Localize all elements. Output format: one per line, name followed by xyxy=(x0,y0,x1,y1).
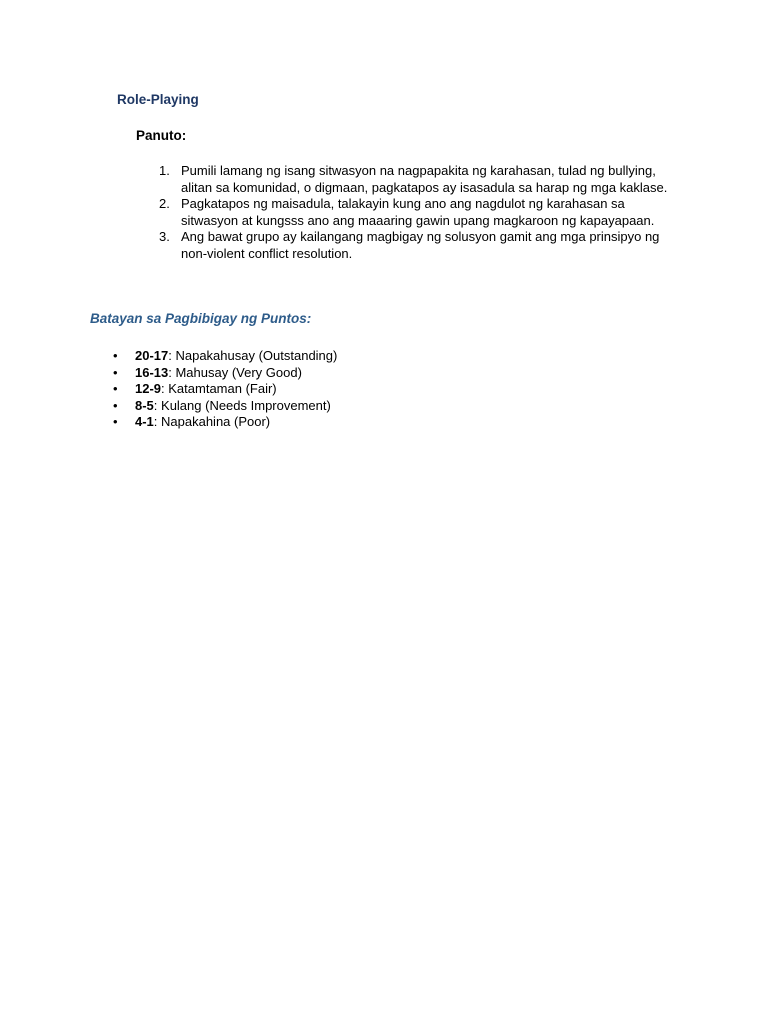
instruction-item xyxy=(155,229,685,262)
bullet-icon: • xyxy=(113,364,118,380)
instructions-heading: Panuto: xyxy=(136,128,187,143)
instruction-number: 1. xyxy=(159,163,170,178)
scoring-heading: Batayan sa Pagbibigay ng Puntos: xyxy=(90,311,312,326)
scoring-item xyxy=(110,348,337,365)
scoring-list xyxy=(110,348,337,431)
scoring-item xyxy=(110,414,337,431)
scoring-item xyxy=(110,398,337,415)
bullet-icon: • xyxy=(113,348,118,363)
document-title: Role-Playing xyxy=(117,92,199,107)
instruction-number: 3. xyxy=(159,229,170,244)
instruction-number: 2. xyxy=(159,196,170,211)
bullet-icon: • xyxy=(113,414,118,429)
scoring-item xyxy=(110,381,337,398)
scoring-item xyxy=(110,365,337,382)
score-range: 4-1 xyxy=(135,414,154,429)
score-label: : Napakahusay (Outstanding) xyxy=(168,348,338,363)
score-label: : Napakahina (Poor) xyxy=(153,414,271,429)
score-range: 20-17 xyxy=(135,348,169,363)
score-label: : Kulang (Needs Improvement) xyxy=(153,397,331,413)
score-label: : Mahusay (Very Good) xyxy=(168,364,302,380)
bullet-icon: • xyxy=(113,397,118,413)
score-range: 8-5 xyxy=(135,397,154,413)
instructions-list xyxy=(155,163,685,262)
instruction-text: Pagkatapos ng maisadula, talakayin kung ano ang nagdulot ng karahasan sa sitwasyon at kungsss ano ang maaaring gawin upang magkaroon ng kapayapaan. xyxy=(181,196,655,228)
instruction-item xyxy=(155,196,685,229)
bullet-icon: • xyxy=(113,381,118,396)
instruction-text: Pumili lamang ng isang sitwasyon na nagpapakita ng karahasan, tulad ng bullying, alitan sa komunidad, o digmaan, pagkatapos ay isasadula sa harap ng mga kaklase. xyxy=(181,163,668,195)
instruction-item xyxy=(155,163,685,196)
instruction-text: Ang bawat grupo ay kailangang magbigay ng solusyon gamit ang mga prinsipyo ng non-violent conflict resolution. xyxy=(181,229,660,261)
score-label: : Katamtaman (Fair) xyxy=(161,381,277,396)
score-range: 12-9 xyxy=(135,381,162,396)
score-range: 16-13 xyxy=(135,364,169,380)
